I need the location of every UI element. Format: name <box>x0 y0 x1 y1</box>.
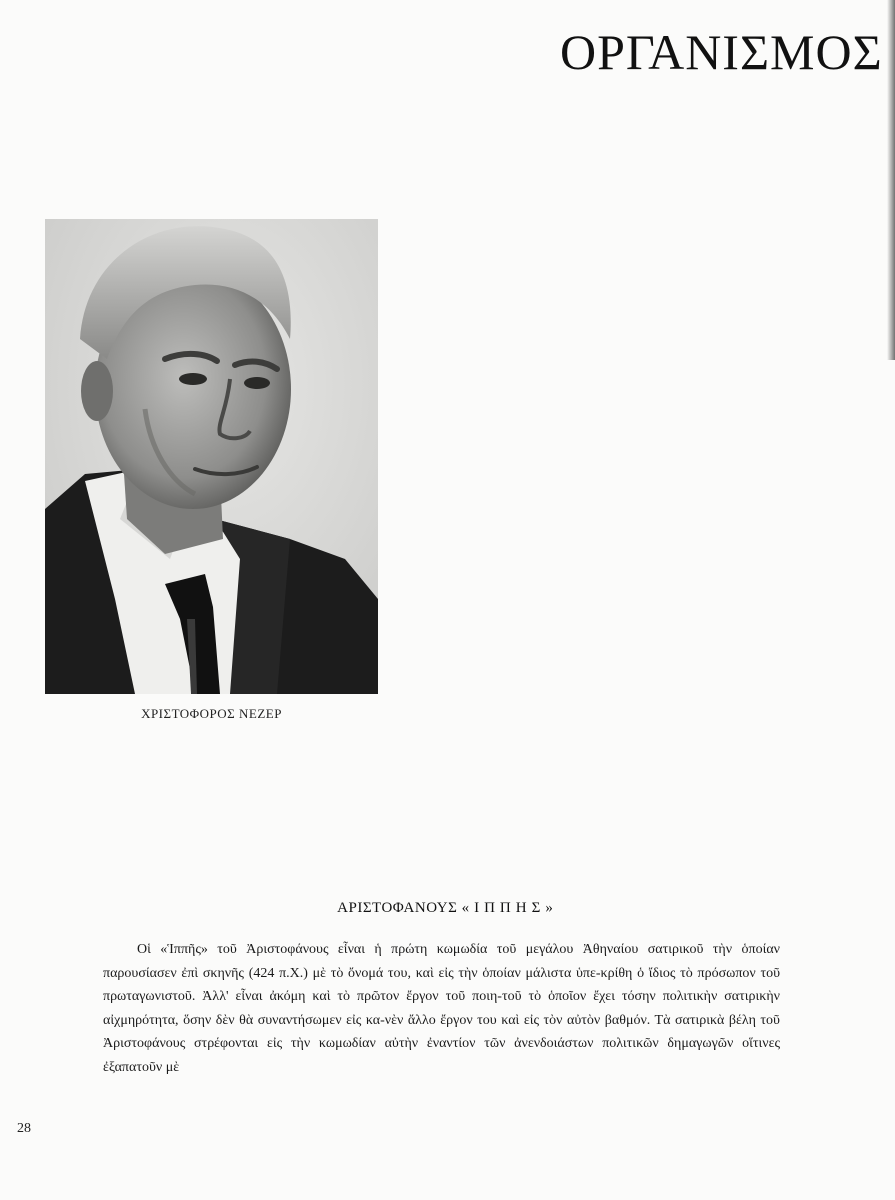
page-number: 28 <box>17 1121 31 1136</box>
article-title-author: ΑΡΙΣΤΟΦΑΝΟΥΣ <box>337 900 458 916</box>
photo-caption: ΧΡΙΣΤΟΦΟΡΟΣ ΝΕΖΕΡ <box>141 706 282 721</box>
running-head: ΟΡΓΑΝΙΣΜΟΣ <box>560 24 883 80</box>
article-title-work: «ΙΠΠΗΣ» <box>461 900 558 916</box>
portrait-photo <box>45 219 378 694</box>
article-paragraph: Οἱ «Ἱππῆς» τοῦ Ἀριστοφάνους εἶναι ἡ πρώτη κωμωδία τοῦ μεγάλου Ἀθηναίου σατιρικοῦ τὴν ὁποίαν παρουσίασεν ἐπὶ σκηνῆς (424 π.Χ.) μὲ τὸ ὄνομά του, καὶ εἰς τὴν ὁποίαν μάλιστα ὑπε-κρίθη ὁ ἴδιος τὸ πρόσωπον τοῦ πρωταγωνιστοῦ. Ἀλλ' εἶναι ἀκόμη καὶ τὸ πρῶτον ἔργον τοῦ ποιη-τοῦ τὸ ὁποῖον ἔχει τόσην πολιτικὴν σατιρικὴν αἰχμηρότητα, ὅσην δὲν θὰ συναντήσωμεν εἰς κα-νὲν ἄλλο ἔργον του καὶ εἰς τὸν αὐτὸν βαθμόν. Τὰ σατιρικὰ βέλη τοῦ Ἀριστοφάνους στρέφονται εἰς τὴν κωμωδίαν αὐτὴν ἐναντίον τῶν ἀνενδοιάστων πολιτικῶν δημαγωγῶν οἵτινες ἐξαπατοῦν μὲ <box>103 942 780 1075</box>
article-title <box>0 900 895 917</box>
page-edge-shadow <box>887 0 895 360</box>
